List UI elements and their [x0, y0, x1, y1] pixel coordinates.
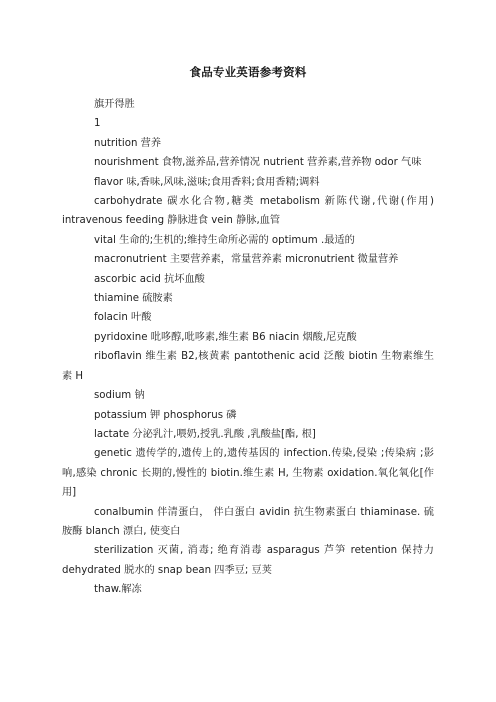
paragraph-15: potassium 钾 phosphorus 磷	[94, 409, 237, 421]
paragraph-7: vital 生命的;生机的;维持生命所必需的 optimum .最适的	[94, 234, 355, 246]
paragraph-20: thaw.解冻	[94, 584, 142, 596]
paragraph-3: nutrition 营养	[94, 137, 162, 149]
paragraph-17: genetic 遗传学的,遗传上的,遗传基因的 infection.传染,侵染 ;传染病 ;影响,感染 chronic 长期的,慢性的 biotin.维生素 H, 生物素 oxidation.氧化氧化[作用]	[62, 448, 434, 499]
paragraph-5: flavor 味,香味,风味,滋味;食用香料;食用香精;调料	[94, 176, 320, 188]
document-title: 食品专业英语参考资料	[189, 65, 307, 79]
paragraph-1: 旗开得胜	[94, 99, 135, 110]
paragraph-14: sodium 钠	[94, 390, 145, 402]
paragraph-4: nourishment 食物,滋养品,营养情况 nutrient 营养素,营养物 odor 气味	[94, 157, 422, 169]
paragraph-9: ascorbic acid 抗坏血酸	[94, 273, 205, 285]
paragraph-8: macronutrient 主要营养素，常量营养素 micronutrient 微量营养	[94, 254, 399, 266]
paragraph-6: carbohydrate 碳水化合物,糖类 metabolism 新陈代谢,代谢(作用) intravenous feeding 静脉进食 vein 静脉,血管	[62, 196, 434, 227]
paragraph-13: riboflavin 维生素 B2,核黄素 pantothenic acid 泛酸 biotin 生物素维生素 H	[62, 351, 434, 382]
paragraph-2: 1	[94, 118, 101, 130]
paragraph-19: sterilization 灭菌, 消毒; 绝育消毒 asparagus 芦笋 retention 保持力 dehydrated 脱水的 snap bean 四季豆; 豆荚	[62, 545, 434, 576]
paragraph-11: folacin 叶酸	[94, 312, 152, 324]
paragraph-10: thiamine 硫胺素	[94, 293, 173, 305]
document-body	[62, 95, 434, 600]
paragraph-12: pyridoxine 吡哆醇,吡哆素,维生素 B6 niacin 烟酸,尼克酸	[94, 331, 357, 343]
paragraph-18: conalbumin 伴清蛋白， 伴白蛋白 avidin 抗生物素蛋白 thiaminase. 硫胺酶 blanch 漂白, 使变白	[62, 506, 434, 537]
paragraph-16: lactate 分泌乳汁,喂奶,授乳.乳酸 ,乳酸盐[酯, 根]	[94, 428, 316, 440]
